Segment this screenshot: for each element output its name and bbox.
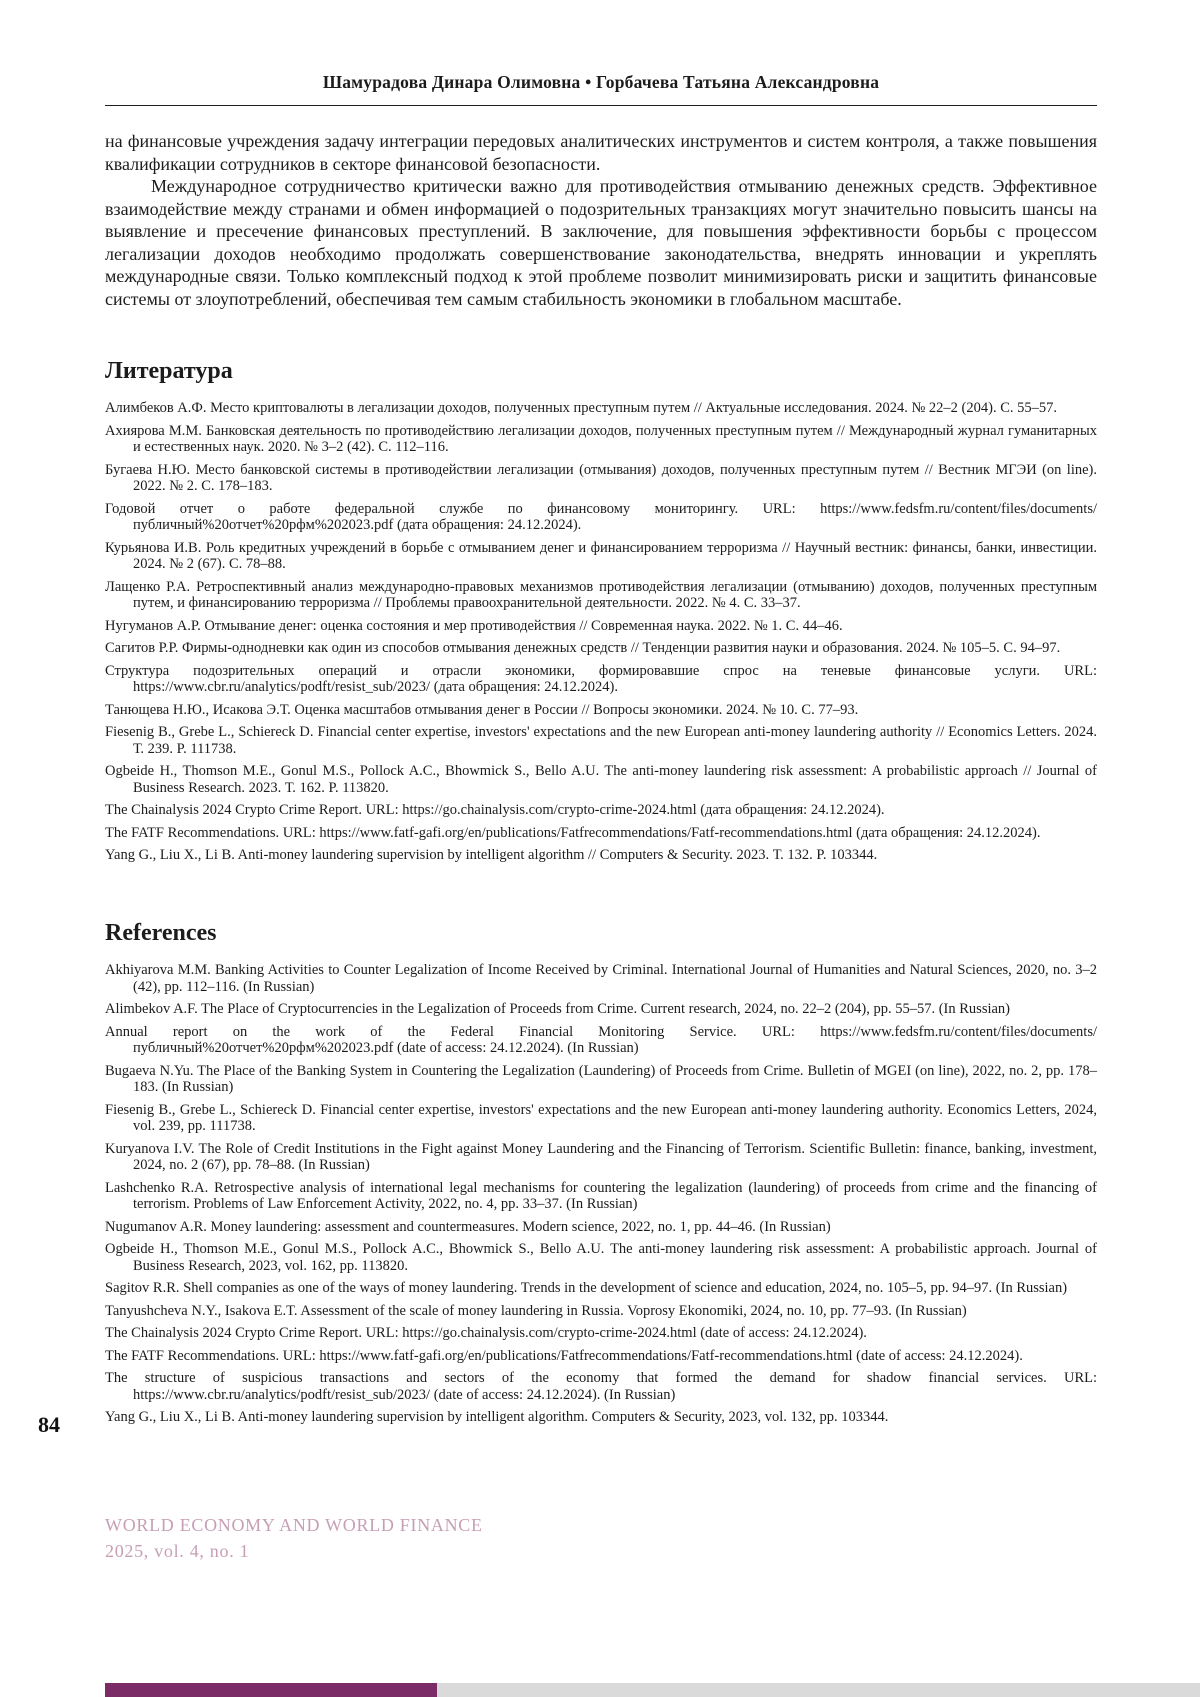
page-number: 84 xyxy=(38,1412,60,1437)
literatura-list xyxy=(105,400,1097,870)
literatura-heading: Литература xyxy=(105,358,233,384)
reference-item: Sagitov R.R. Shell companies as one of the ways of money laundering. Trends in the development of science and education, 2024, no. 105–5, pp. 94–97. (In Russian) xyxy=(105,1280,1068,1296)
reference-item: Fiesenig B., Grebe L., Schiereck D. Financial center expertise, investors' expectations and the new European anti-money laundering authority // Economics Letters. 2024. Т. 239. P. 111738. xyxy=(105,724,1097,757)
footer-journal-info xyxy=(105,1512,483,1564)
reference-item: Лащенко Р.А. Ретроспективный анализ международно-правовых механизмов противодействия легализации (отмыванию) доходов, полученных преступным путем, и финансированию терроризма // Проблемы правоохранительной деятельности. 2022. № 4. С. 33–37. xyxy=(105,578,1097,611)
reference-item: Lashchenko R.A. Retrospective analysis of international legal mechanisms for countering the legalization (laundering) of proceeds from crime and the financing of terrorism. Problems of Law Enforcement Activity, 2022, no. 4, pp. 33–37. (In Russian) xyxy=(105,1179,1097,1212)
reference-item: Годовой отчет о работе федеральной службе по финансовому мониторингу. URL: https://www.fedsfm.ru/content/files/documents/публичный%20отчет%20рфм%202023.pdf (дата обращения: 24.12.2024). xyxy=(105,500,1097,533)
references-heading: References xyxy=(105,920,217,946)
reference-item: Tanyushcheva N.Y., Isakova E.T. Assessment of the scale of money laundering in Russia. Voprosy Ekonomiki, 2024, no. 10, pp. 77–93. (In Russian) xyxy=(105,1302,967,1319)
reference-item: The Chainalysis 2024 Crypto Crime Report. URL: https://go.chainalysis.com/crypto-crime-2024.html (date of access: 24.12.2024). xyxy=(105,1325,867,1341)
reference-item: Ogbeide H., Thomson M.E., Gonul M.S., Pollock A.C., Bhowmick S., Bello A.U. The anti-money laundering risk assessment: A probabilistic approach // Journal of Business Research. 2023. Т. 162. P. 113820. xyxy=(105,763,1097,796)
running-head: Шамурадова Динара Олимовна • Горбачева Татьяна Александровна xyxy=(105,72,1097,106)
reference-item: Alimbekov A.F. The Place of Cryptocurrencies in the Legalization of Proceeds from Crime. Current research, 2024, no. 22–2 (204), pp. 55–57. (In Russian) xyxy=(105,1001,1011,1017)
reference-item: Nugumanov A.R. Money laundering: assessment and countermeasures. Modern science, 2022, no. 1, pp. 44–46. (In Russian) xyxy=(105,1218,831,1235)
reference-item: The structure of suspicious transactions and sectors of the economy that formed the demand for shadow financial services. URL: https://www.cbr.ru/analytics/podft/resist_sub/2023/ (date of access: 24.12.2024). (In Russian) xyxy=(105,1370,1097,1403)
references-list xyxy=(105,962,1097,1432)
footer-journal-title: WORLD ECONOMY AND WORLD FINANCE xyxy=(105,1515,483,1535)
reference-item: Akhiyarova M.M. Banking Activities to Counter Legalization of Income Received by Criminal. International Journal of Humanities and Natural Sciences, 2020, no. 3–2 (42), pp. 112–116. (In Russian) xyxy=(105,962,1097,995)
footer-accent-bar xyxy=(105,1683,437,1697)
reference-item: Сагитов Р.Р. Фирмы-однодневки как один из способов отмывания денежных средств // Тенденции развития науки и образования. 2024. № 105–5. С. 94–97. xyxy=(105,640,1061,656)
footer-gray-bar xyxy=(437,1683,1200,1697)
reference-item: Ogbeide H., Thomson M.E., Gonul M.S., Pollock A.C., Bhowmick S., Bello A.U. The anti-money laundering risk assessment: A probabilistic approach. Journal of Business Research, 2023, vol. 162, pp. 113820. xyxy=(105,1241,1097,1274)
reference-item: Нугуманов А.Р. Отмывание денег: оценка состояния и мер противодействия // Современная наука. 2022. № 1. С. 44–46. xyxy=(105,617,843,634)
reference-item: Bugaeva N.Yu. The Place of the Banking System in Countering the Legalization (Laundering) of Proceeds from Crime. Bulletin of MGEI (on line), 2022, no. 2, pp. 178–183. (In Russian) xyxy=(105,1062,1097,1095)
reference-item: Алимбеков А.Ф. Место криптовалюты в легализации доходов, полученных преступным путем // Актуальные исследования. 2024. № 22–2 (204). С. 55–57. xyxy=(105,400,1057,416)
footer-issue-info: 2025, vol. 4, no. 1 xyxy=(105,1541,250,1561)
body-paragraph: на финансовые учреждения задачу интеграции передовых аналитических инструментов и систем контроля, а также повышения квалификации сотрудников в секторе финансовой безопасности. xyxy=(105,131,1097,174)
reference-item: Kuryanova I.V. The Role of Credit Institutions in the Fight against Money Laundering and the Financing of Terrorism. Scientific Bulletin: finance, banking, investment, 2024, no. 2 (67), pp. 78–88. (In Russian) xyxy=(105,1140,1097,1173)
reference-item: Fiesenig B., Grebe L., Schiereck D. Financial center expertise, investors' expectations and the new European anti-money laundering authority. Economics Letters, 2024, vol. 239, pp. 111738. xyxy=(105,1101,1097,1134)
reference-item: The FATF Recommendations. URL: https://www.fatf-gafi.org/en/publications/Fatfrecommendations/Fatf-recommendations.html (date of access: 24.12.2024). xyxy=(105,1347,1023,1364)
article-conclusion-text xyxy=(105,130,1097,310)
reference-item: Структура подозрительных операций и отрасли экономики, формировавшие спрос на теневые финансовые услуги. URL: https://www.cbr.ru/analytics/podft/resist_sub/2023/ (дата обращения: 24.12.2024). xyxy=(105,662,1097,695)
reference-item: The Chainalysis 2024 Crypto Crime Report. URL: https://go.chainalysis.com/crypto-crime-2024.html (дата обращения: 24.12.2024). xyxy=(105,802,885,818)
reference-item: Yang G., Liu X., Li B. Anti-money laundering supervision by intelligent algorithm. Computers & Security, 2023, vol. 132, pp. 103344. xyxy=(105,1409,889,1425)
reference-item: Бугаева Н.Ю. Место банковской системы в противодействии легализации (отмывания) доходов, полученных преступным путем // Вестник МГЭИ (on line). 2022. № 2. С. 178–183. xyxy=(105,461,1097,494)
reference-item: Yang G., Liu X., Li B. Anti-money laundering supervision by intelligent algorithm // Computers & Security. 2023. Т. 132. P. 103344. xyxy=(105,847,878,863)
reference-item: The FATF Recommendations. URL: https://www.fatf-gafi.org/en/publications/Fatfrecommendations/Fatf-recommendations.html (дата обращения: 24.12.2024). xyxy=(105,824,1041,841)
reference-item: Курьянова И.В. Роль кредитных учреждений в борьбе с отмыванием денег и финансированием терроризма // Научный вестник: финансы, банки, инвестиции. 2024. № 2 (67). С. 78–88. xyxy=(105,539,1097,572)
body-paragraph: Международное сотрудничество критически важно для противодействия отмыванию денежных средств. Эффективное взаимодействие между странами и обмен информацией о подозрительных транзакциях могут значительно повысить шансы на выявление и пресечение финансовых преступлений. В заключение, для повышения эффективности борьбы с процессом легализации доходов необходимо продолжать совершенствование законодательства, внедрять инновации и укреплять международные связи. Только комплексный подход к этой проблеме позволит минимизировать риски и защитить финансовые системы от злоупотреблений, обеспечивая тем самым стабильность экономики в глобальном масштабе. xyxy=(105,176,1097,309)
reference-item: Annual report on the work of the Federal Financial Monitoring Service. URL: https://www.fedsfm.ru/content/files/documents/публичный%20отчет%20рфм%202023.pdf (date of access: 24.12.2024). (In Russian) xyxy=(105,1023,1097,1056)
reference-item: Танющева Н.Ю., Исакова Э.Т. Оценка масштабов отмывания денег в России // Вопросы экономики. 2024. № 10. С. 77–93. xyxy=(105,701,859,718)
reference-item: Ахиярова М.М. Банковская деятельность по противодействию легализации доходов, полученных преступным путем // Международный журнал гуманитарных и естественных наук. 2020. № 3–2 (42). С. 112–116. xyxy=(105,422,1097,455)
